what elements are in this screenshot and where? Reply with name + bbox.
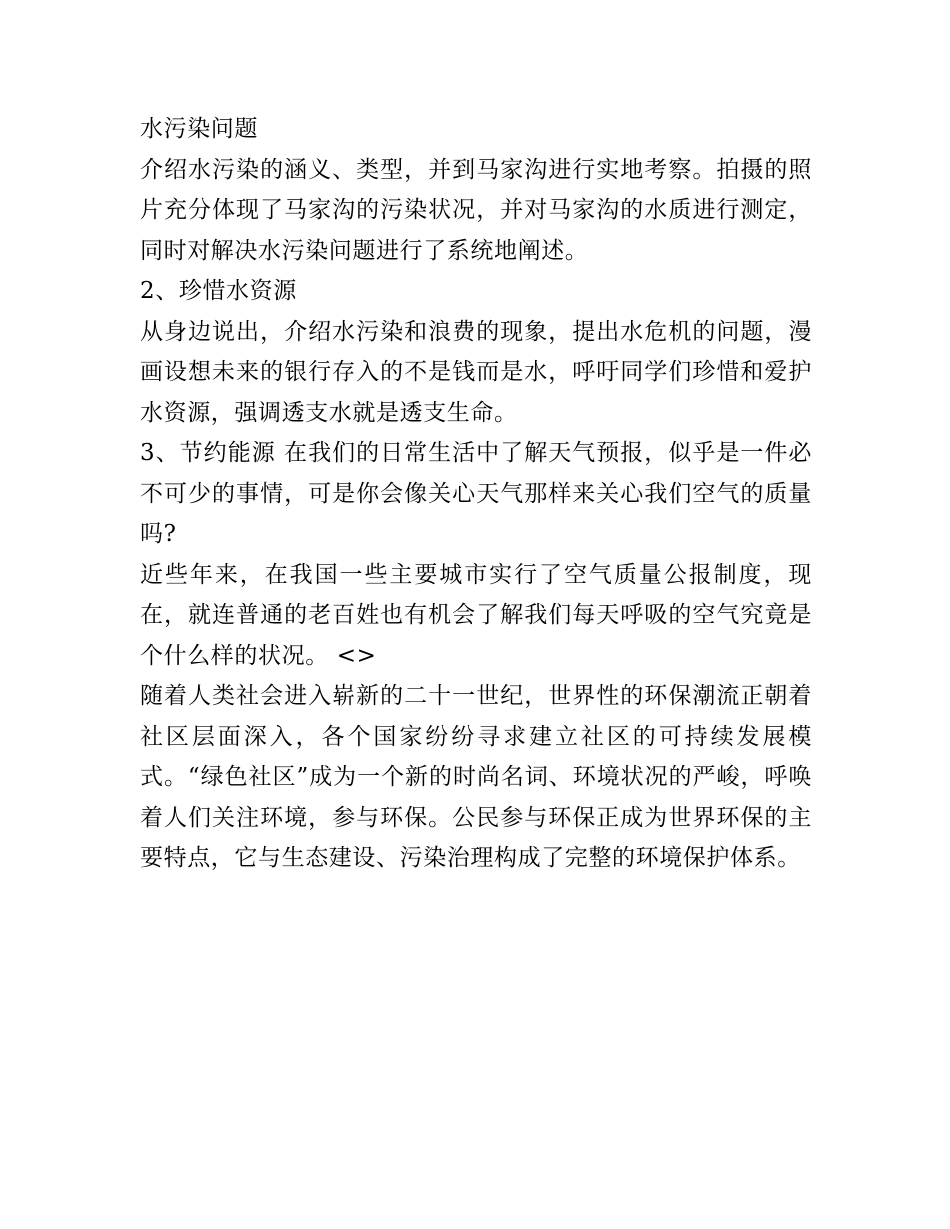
heading-cherish-water: 2、珍惜水资源 — [140, 278, 297, 304]
heading-water-pollution: 水污染问题 — [140, 116, 258, 142]
document-body — [140, 109, 812, 879]
paragraph-water-pollution-intro: 介绍水污染的涵义、类型，并到马家沟进行实地考察。拍摄的照片充分体现了马家沟的污染状况，并对马家沟的水质进行测定，同时对解决水污染问题进行了系统地阐述。 — [140, 156, 812, 264]
paragraph-cherish-water: 从身边说出，介绍水污染和浪费的现象，提出水危机的问题，漫画设想未来的银行存入的不是钱而是水，呼吁同学们珍惜和爱护水资源，强调透支水就是透支生命。 — [140, 318, 812, 426]
paragraph-green-community: 随着人类社会进入崭新的二十一世纪，世界性的环保潮流正朝着社区层面深入，各个国家纷纷寻求建立社区的可持续发展模式。“绿色社区”成为一个新的时尚名词、环境状况的严峻，呼唤着人们关注环境，参与环保。公民参与环保正成为世界环保的主要特点，它与生态建设、污染治理构成了完整的环境保护体系。 — [140, 683, 812, 871]
paragraph-save-energy: 3、节约能源 在我们的日常生活中了解天气预报，似乎是一件必不可少的事情，可是你会像关心天气那样来关心我们空气的质量吗? — [140, 440, 812, 547]
paragraph-air-quality: 近些年来，在我国一些主要城市实行了空气质量公报制度，现在，就连普通的老百姓也有机会了解我们每天呼吸的空气究竟是个什么样的状况。 <> — [140, 561, 812, 669]
